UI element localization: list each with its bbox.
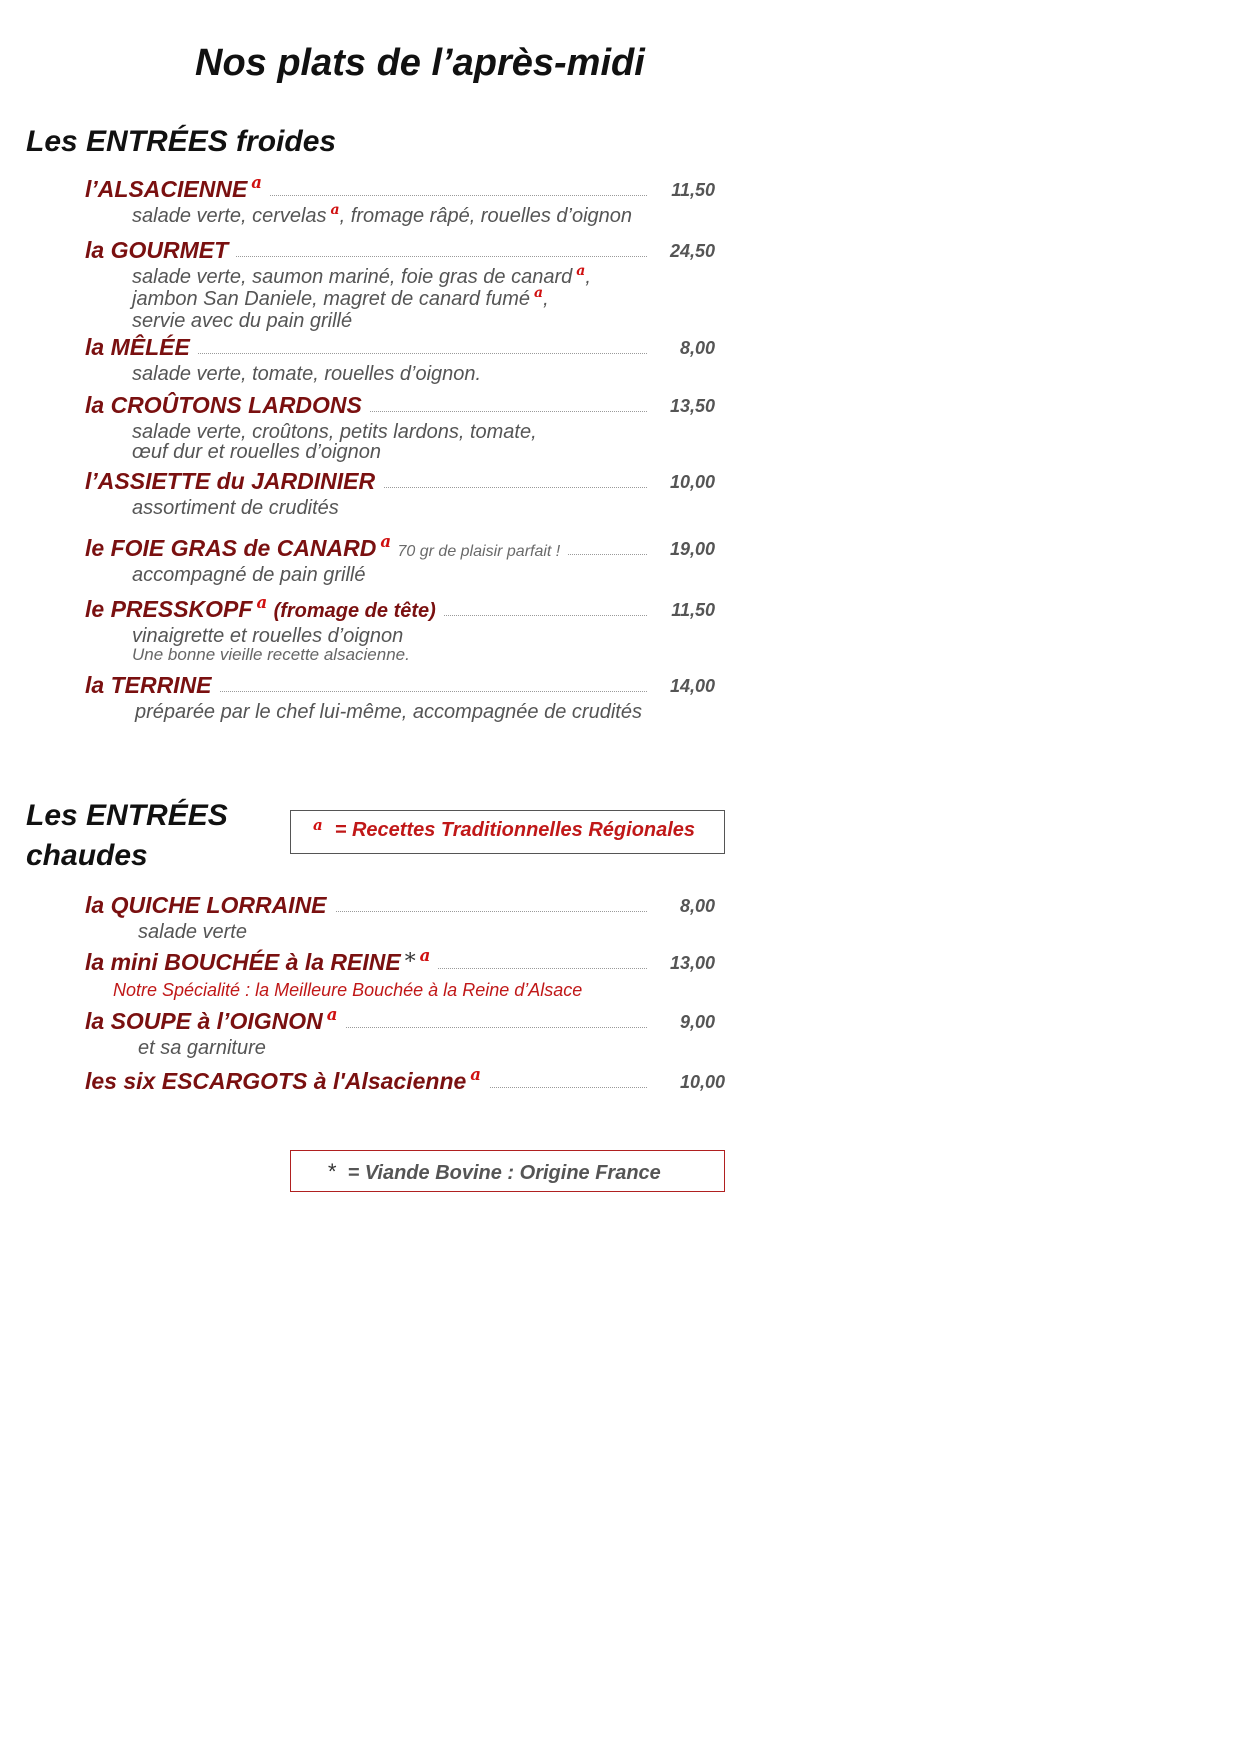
item-description: assortiment de crudités (132, 497, 339, 519)
section-heading-entrees-froides: Les ENTRÉES froides (26, 125, 337, 158)
item-price: 13,00 (669, 953, 715, 973)
item-name: la mini BOUCHÉE à la REINE * $^a$ (85, 949, 438, 976)
item-description: vinaigrette et rouelles d’oignon (132, 625, 404, 647)
regional-marker-icon: a (576, 263, 586, 280)
regional-marker-icon: a (251, 171, 263, 192)
item-name: la MÊLÉE (85, 334, 198, 361)
regional-marker-icon: a (419, 944, 431, 965)
item-description: salade verte, tomate, rouelles d’oignon. (132, 363, 482, 385)
regional-marker-icon: a (470, 1063, 482, 1084)
regional-marker-icon: a (313, 816, 323, 834)
item-price: 10,00 (679, 1072, 725, 1092)
menu-item-quiche-lorraine (85, 892, 715, 942)
page-title: Nos plats de l’après-midi (195, 42, 645, 84)
item-description: œuf dur et rouelles d’oignon (132, 441, 382, 463)
regional-marker-icon: a (534, 285, 544, 302)
item-description: salade verte, cervelas $^a$, fromage râpé, rouelles d’oignon (132, 202, 633, 227)
regional-marker-icon: a (380, 530, 392, 551)
regional-marker-icon: a (256, 591, 268, 612)
item-name: la CROÛTONS LARDONS (85, 392, 370, 419)
regional-marker-icon: a (330, 202, 340, 219)
menu-item-melee (85, 334, 715, 384)
item-name: l’ASSIETTE du JARDINIER (85, 468, 383, 495)
item-note: 70 gr de plaisir parfait ! (397, 543, 561, 560)
item-price: 11,50 (671, 180, 715, 200)
item-description: jambon San Daniele, magret de canard fumé $^a$, (132, 285, 549, 310)
item-description: Une bonne vieille recette alsacienne. (132, 645, 410, 664)
item-price: 14,00 (669, 676, 715, 696)
item-description: et sa garniture (138, 1037, 266, 1059)
item-price: 10,00 (669, 472, 715, 492)
item-price: 8,00 (679, 896, 715, 916)
item-price: 8,00 (679, 338, 715, 358)
item-description: accompagné de pain grillé (132, 564, 366, 586)
item-description: salade verte, croûtons, petits lardons, tomate, (132, 421, 537, 443)
menu-item-gourmet (85, 237, 715, 331)
item-name: l’ALSACIENNE $^a$ (85, 176, 270, 203)
item-note: (fromage de tête) (273, 600, 436, 622)
legend-regional-recipes (290, 810, 725, 854)
item-name: la QUICHE LORRAINE (85, 892, 335, 919)
item-price: 24,50 (669, 241, 715, 261)
item-description: Notre Spécialité : la Meilleure Bouchée à la Reine d’Alsace (113, 980, 583, 1000)
item-name: la GOURMET (85, 237, 236, 264)
item-price: 19,00 (669, 539, 715, 559)
regional-marker-icon: a (326, 1003, 338, 1024)
item-name: le FOIE GRAS de CANARD $^a$ 70 gr de plaisir parfait ! (85, 535, 568, 562)
menu-item-presskopf (85, 591, 715, 664)
legend-text: = Recettes Traditionnelles Régionales (334, 819, 696, 841)
menu-item-terrine (85, 672, 715, 722)
section-heading-entrees-chaudes: Les ENTRÉES chaudes (26, 799, 228, 872)
item-description: salade verte, saumon mariné, foie gras de canard $^a$, (132, 263, 591, 288)
menu-item-escargots (85, 1063, 725, 1098)
legend-bovine-origin (290, 1150, 725, 1192)
item-description: préparée par le chef lui-même, accompagnée de crudités (135, 701, 642, 723)
item-name: le PRESSKOPF $^a$ (fromage de tête) (85, 596, 444, 623)
item-name: les six ESCARGOTS à l'Alsacienne $^a$ (85, 1068, 489, 1095)
item-description: salade verte (138, 921, 247, 943)
asterisk-icon: * (327, 1159, 336, 1184)
item-name: la SOUPE à l’OIGNON $^a$ (85, 1008, 345, 1035)
item-price: 11,50 (671, 600, 715, 620)
menu-item-soupe-oignon (85, 1003, 715, 1059)
item-name: la TERRINE (85, 672, 220, 699)
legend-text: = Viande Bovine : Origine France (347, 1162, 661, 1184)
item-price: 9,00 (679, 1012, 715, 1032)
asterisk-icon: * (404, 948, 416, 974)
menu-item-assiette-jardinier (85, 468, 715, 518)
item-price: 13,50 (669, 396, 715, 416)
item-description: servie avec du pain grillé (132, 310, 353, 332)
menu-item-foie-gras (85, 530, 715, 586)
menu-item-bouchee-reine (85, 944, 715, 1001)
menu-item-alsacienne (85, 171, 715, 228)
menu-item-croutons-lardons (85, 392, 715, 462)
